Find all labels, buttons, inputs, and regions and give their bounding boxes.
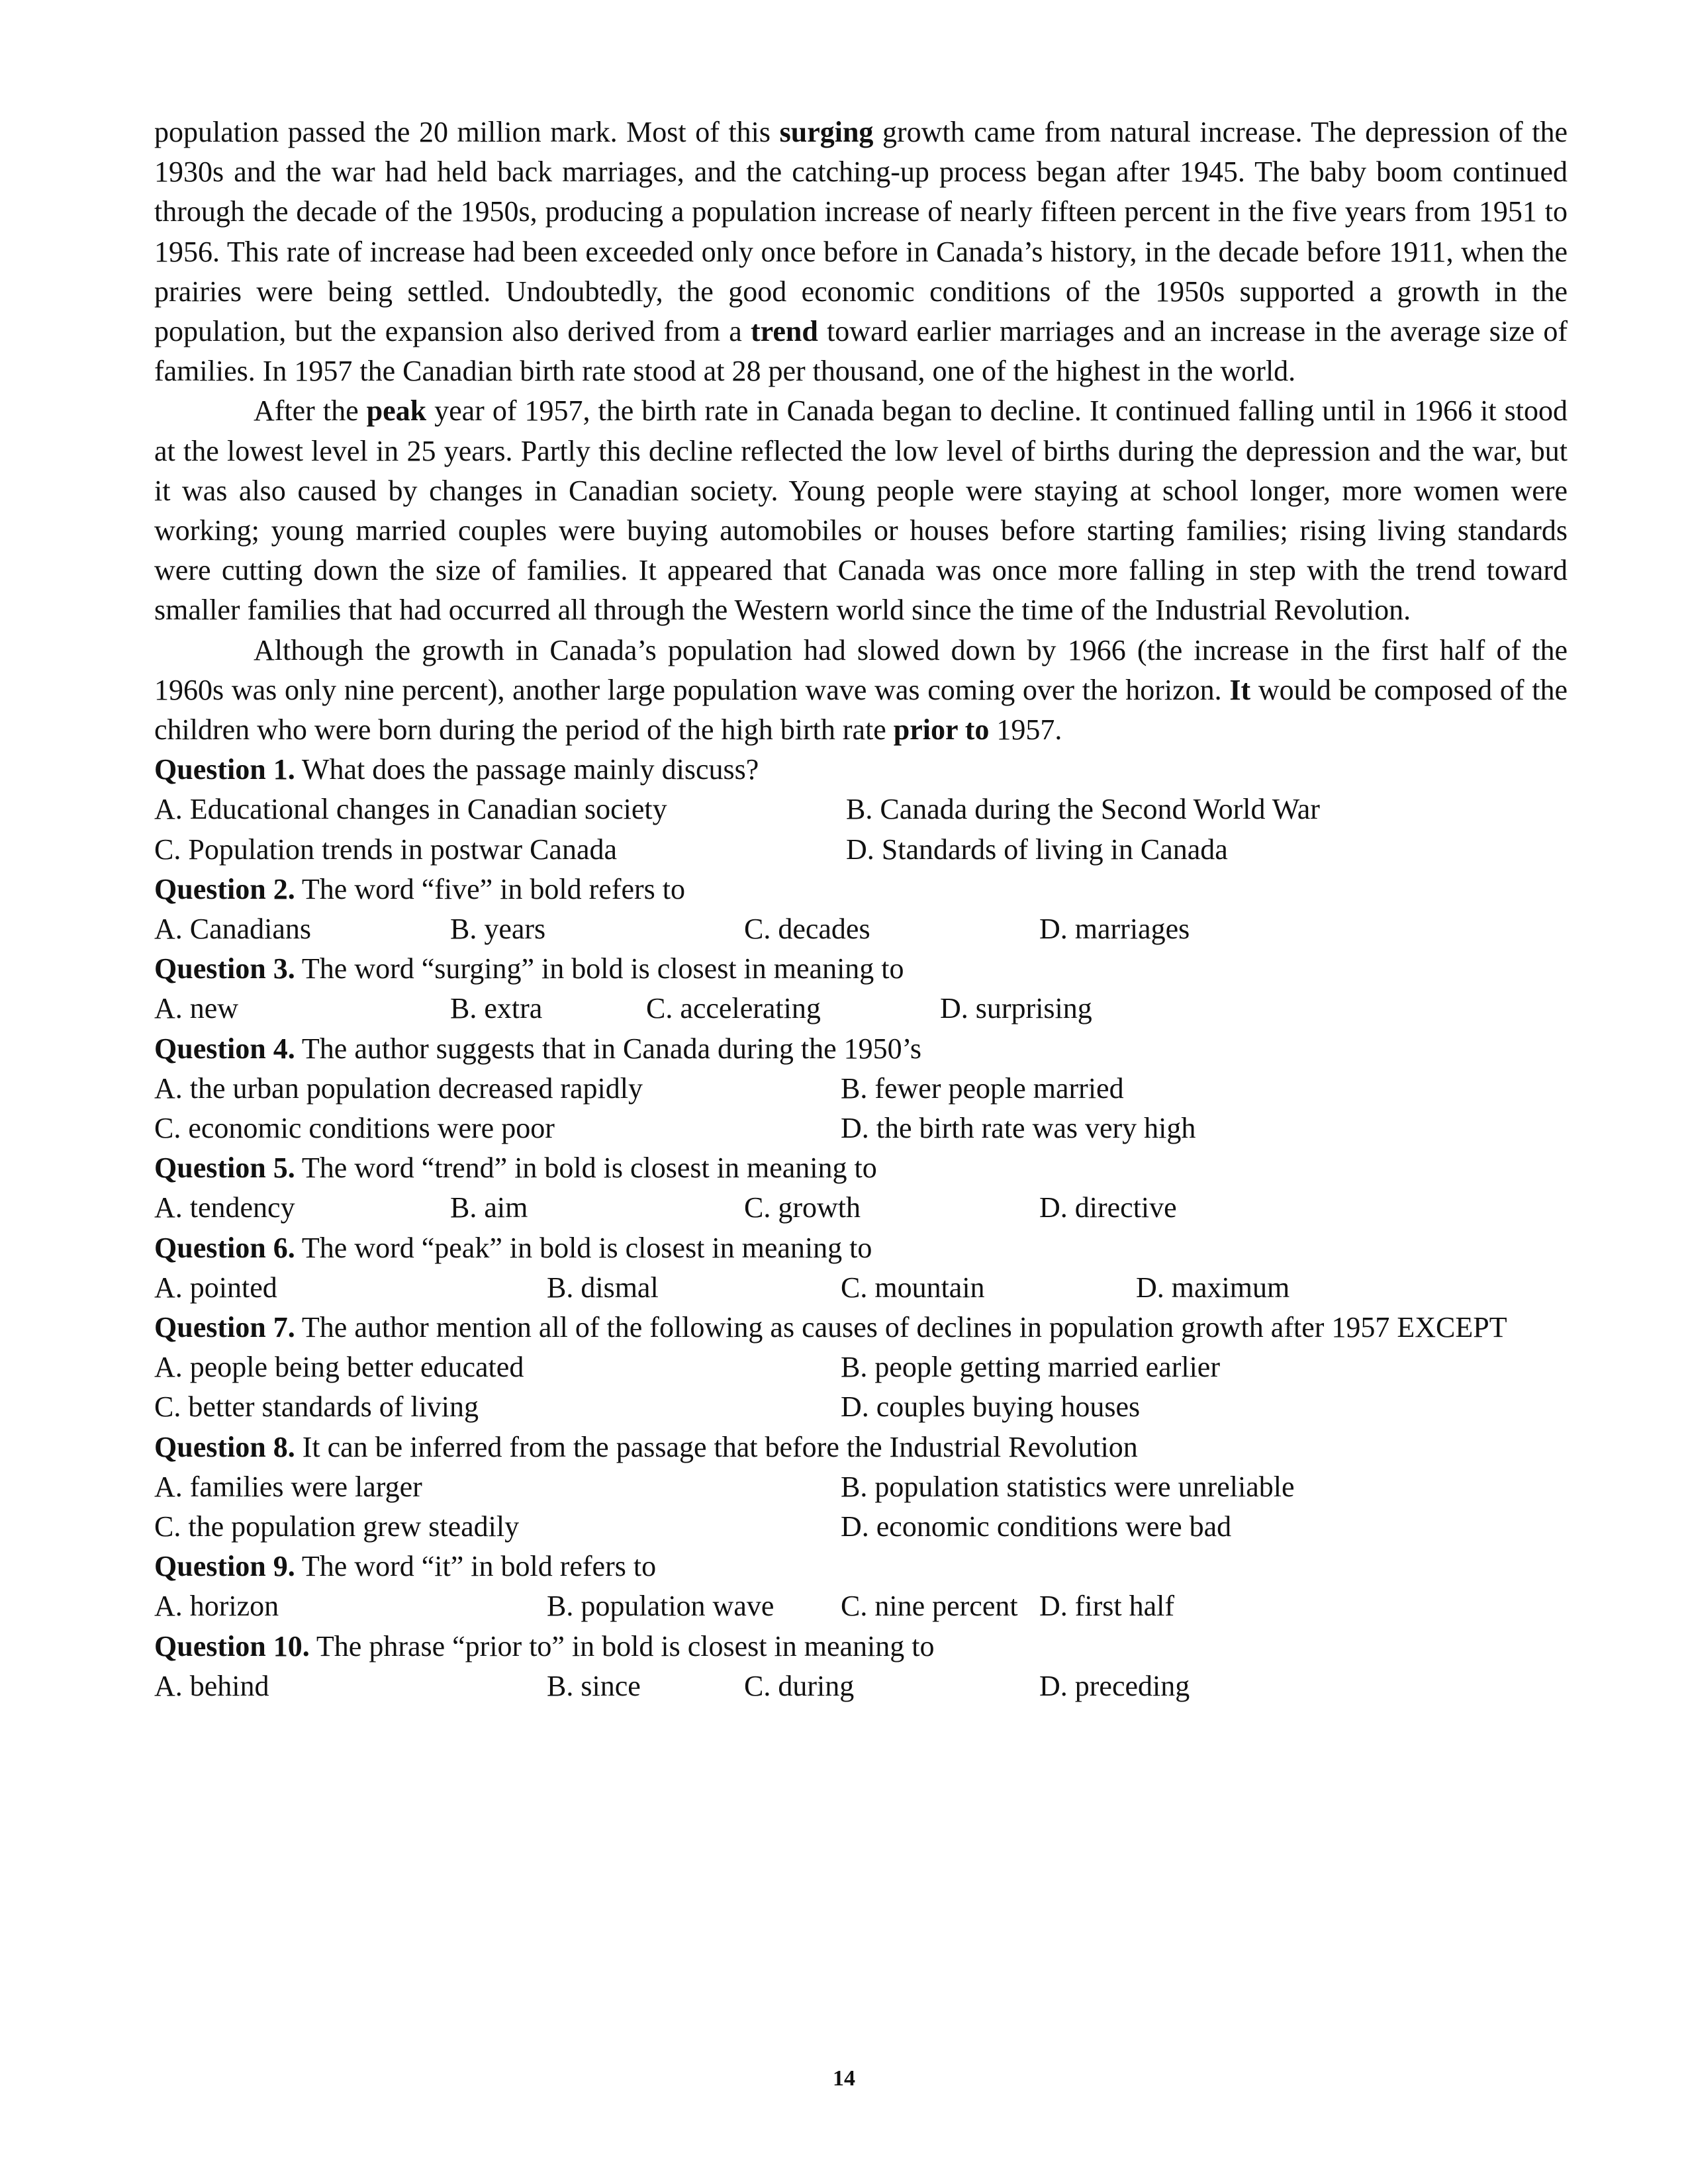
question-8-option-b[interactable]: B. population statistics were unreliable bbox=[841, 1470, 1295, 1503]
question-4-options-row-1 bbox=[154, 1069, 1568, 1109]
page-number: 14 bbox=[833, 2066, 855, 2091]
question-4-option-c[interactable]: C. economic conditions were poor bbox=[154, 1112, 555, 1144]
question-3-option-c[interactable]: C. accelerating bbox=[646, 992, 821, 1025]
bold-word-prior-to: prior to bbox=[893, 713, 990, 747]
question-4-option-a[interactable]: A. the urban population decreased rapidly bbox=[154, 1071, 643, 1105]
question-4-option-d[interactable]: D. the birth rate was very high bbox=[841, 1112, 1196, 1144]
question-5-option-c[interactable]: C. growth bbox=[744, 1191, 861, 1224]
question-7-option-b[interactable]: B. people getting married earlier bbox=[841, 1351, 1220, 1384]
question-9-options-row bbox=[154, 1586, 1568, 1626]
question-4-option-b[interactable]: B. fewer people married bbox=[841, 1071, 1124, 1105]
question-6-option-c[interactable]: C. mountain bbox=[841, 1271, 985, 1304]
question-8-stem: Question 8. It can be inferred from the passage that before the Industrial Revolution bbox=[154, 1430, 1138, 1463]
question-1-option-c[interactable]: C. Population trends in postwar Canada bbox=[154, 833, 618, 866]
passage-paragraph-1: population passed the 20 million mark. Most of this surging growth came from natural increase. The depression of the 1930s and the war had held back marriages, and the catching-up process began after 1945. The baby boom continued through the decade of the 1950s, producing a population increase of nearly fifteen percent in the five years from 1951 to 1956. This rate of increase had been exceeded only once before in Canada’s history, in the decade before 1911, when the prairies were being settled. Undoubtedly, the good economic conditions of the 1950s supported a growth in the population, but the expansion also derived from a trend toward earlier marriages and an increase in the average size of families. In 1957 the Canadian birth rate stood at 28 per thousand, one of the highest in the world. bbox=[154, 116, 1568, 388]
question-8-option-d[interactable]: D. economic conditions were bad bbox=[841, 1510, 1232, 1543]
question-8-option-c[interactable]: C. the population grew steadily bbox=[154, 1510, 520, 1543]
question-1-options-row-1 bbox=[154, 790, 1568, 829]
question-1-stem: Question 1. What does the passage mainly discuss? bbox=[154, 753, 759, 786]
question-8-option-a[interactable]: A. families were larger bbox=[154, 1470, 422, 1503]
question-10-option-d[interactable]: D. preceding bbox=[1039, 1669, 1190, 1702]
question-6-option-d[interactable]: D. maximum bbox=[1136, 1271, 1290, 1304]
question-7-option-a[interactable]: A. people being better educated bbox=[154, 1351, 524, 1384]
question-10-option-b[interactable]: B. since bbox=[547, 1669, 641, 1702]
question-2-options-row bbox=[154, 909, 1568, 949]
question-5-option-d[interactable]: D. directive bbox=[1039, 1191, 1177, 1224]
question-5-option-a[interactable]: A. tendency bbox=[154, 1191, 295, 1224]
question-7-options-row-1 bbox=[154, 1347, 1568, 1387]
question-5-option-b[interactable]: B. aim bbox=[450, 1191, 528, 1224]
question-1-options-row-2 bbox=[154, 830, 1568, 870]
question-3-options-row bbox=[154, 989, 1568, 1028]
question-4-stem: Question 4. The author suggests that in Canada during the 1950’s bbox=[154, 1032, 921, 1065]
question-10-option-c[interactable]: C. during bbox=[744, 1669, 855, 1702]
question-7-options-row-2 bbox=[154, 1387, 1568, 1427]
bold-word-peak: peak bbox=[366, 394, 427, 428]
question-9-stem: Question 9. The word “it” in bold refers to bbox=[154, 1550, 657, 1583]
question-3-stem: Question 3. The word “surging” in bold is closest in meaning to bbox=[154, 952, 904, 985]
passage-paragraph-3: Although the growth in Canada’s population had slowed down by 1966 (the increase in the first half of the 1960s was only nine percent), another large population wave was coming over the horizon. It would be composed of the children who were born during the period of the high birth rate prior to 1957. bbox=[154, 633, 1568, 747]
question-9-option-d[interactable]: D. first half bbox=[1039, 1590, 1175, 1623]
question-8-options-row-2 bbox=[154, 1507, 1568, 1547]
question-9-option-a[interactable]: A. horizon bbox=[154, 1590, 279, 1623]
document-page bbox=[154, 113, 1568, 1706]
question-1-option-a[interactable]: A. Educational changes in Canadian society bbox=[154, 793, 667, 826]
question-8-options-row-1 bbox=[154, 1467, 1568, 1507]
question-7-stem: Question 7. The author mention all of the following as causes of declines in population growth after 1957 EXCEPT bbox=[154, 1310, 1507, 1343]
passage-paragraph-2: After the peak year of 1957, the birth rate in Canada began to decline. It continued falling until in 1966 it stood at the lowest level in 25 years. Partly this decline reflected the low level of births during the depression and the war, but it was also caused by changes in Canadian society. Young people were staying at school longer, more women were working; young married couples were buying automobiles or houses before starting families; rising living standards were cutting down the size of families. It appeared that Canada was once more falling in step with the trend toward smaller families that had occurred all through the Western world since the time of the Industrial Revolution. bbox=[154, 394, 1568, 627]
question-4-options-row-2 bbox=[154, 1109, 1568, 1148]
question-6-options-row bbox=[154, 1268, 1568, 1308]
question-7-option-d[interactable]: D. couples buying houses bbox=[841, 1390, 1141, 1424]
question-10-options-row bbox=[154, 1666, 1568, 1706]
question-2-option-c[interactable]: C. decades bbox=[744, 913, 870, 946]
question-10-stem: Question 10. The phrase “prior to” in bold is closest in meaning to bbox=[154, 1629, 935, 1662]
bold-word-surging: surging bbox=[779, 116, 874, 148]
question-9-option-b[interactable]: B. population wave bbox=[547, 1590, 774, 1623]
question-7-option-c[interactable]: C. better standards of living bbox=[154, 1390, 479, 1424]
question-3-option-d[interactable]: D. surprising bbox=[940, 992, 1092, 1025]
question-6-option-a[interactable]: A. pointed bbox=[154, 1271, 277, 1304]
question-10-option-a[interactable]: A. behind bbox=[154, 1669, 269, 1702]
question-6-option-b[interactable]: B. dismal bbox=[547, 1271, 659, 1304]
question-2-option-d[interactable]: D. marriages bbox=[1039, 913, 1190, 946]
question-3-option-b[interactable]: B. extra bbox=[450, 992, 543, 1025]
bold-word-trend: trend bbox=[751, 315, 818, 348]
question-5-stem: Question 5. The word “trend” in bold is closest in meaning to bbox=[154, 1152, 877, 1185]
question-3-option-a[interactable]: A. new bbox=[154, 992, 239, 1025]
question-9-option-c[interactable]: C. nine percent bbox=[841, 1590, 1018, 1623]
question-2-option-b[interactable]: B. years bbox=[450, 913, 546, 946]
question-5-options-row bbox=[154, 1188, 1568, 1228]
question-2-stem: Question 2. The word “five” in bold refers to bbox=[154, 872, 686, 905]
question-6-stem: Question 6. The word “peak” in bold is closest in meaning to bbox=[154, 1231, 872, 1264]
question-1-option-d[interactable]: D. Standards of living in Canada bbox=[846, 833, 1228, 866]
question-2-option-a[interactable]: A. Canadians bbox=[154, 913, 312, 946]
bold-word-it: It bbox=[1229, 673, 1251, 706]
question-1-option-b[interactable]: B. Canada during the Second World War bbox=[846, 793, 1320, 826]
